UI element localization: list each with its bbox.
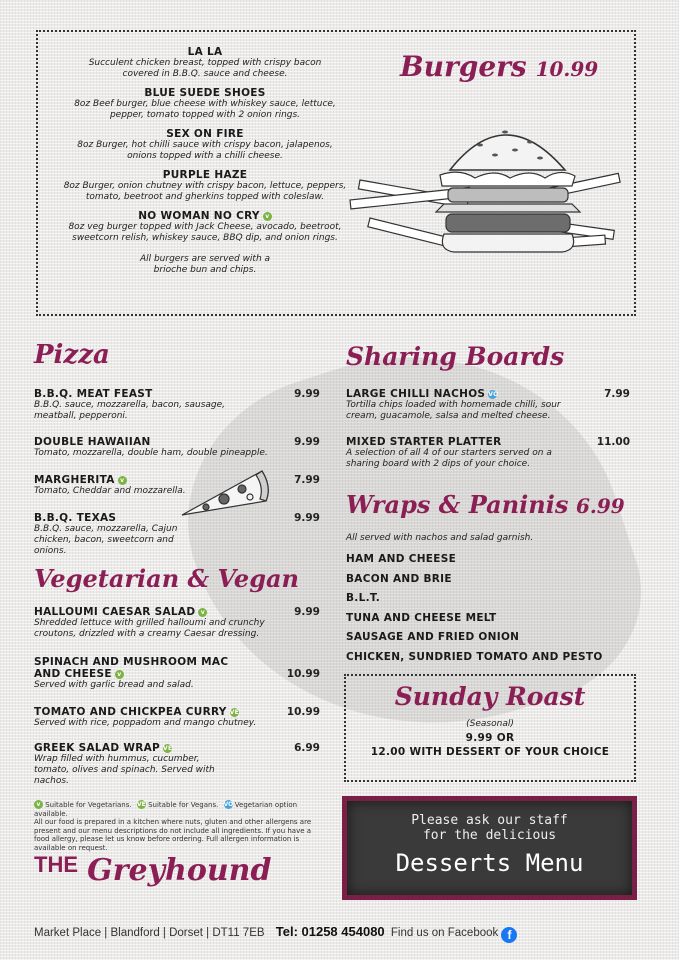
facebook-icon[interactable]: f [501, 927, 517, 943]
pizza-price: 9.99 [294, 512, 320, 524]
wrap-item: TUNA AND CHEESE MELT [346, 611, 497, 624]
vegetarian-name-row [34, 706, 320, 718]
burger-name: SEX ON FIRE [166, 128, 244, 140]
vegan-icon: VE [136, 801, 146, 808]
burger-item [50, 128, 360, 162]
burger-item [50, 169, 360, 203]
vegetarian-name: TOMATO AND CHICKPEA CURRY [34, 706, 227, 718]
wraps-price: 6.99 [575, 494, 625, 518]
pizza-item [34, 388, 320, 422]
burger-item [50, 210, 360, 244]
wrap-item: B.L.T. [346, 592, 381, 604]
burgers-price: 10.99 [535, 57, 599, 81]
allergen-legend [34, 800, 326, 853]
pizza-item [34, 436, 320, 459]
desserts-board [342, 796, 637, 900]
burger-name: BLUE SUEDE SHOES [144, 87, 266, 99]
pizza-price: 9.99 [294, 436, 320, 448]
vegetarian-option-icon: VO [223, 801, 234, 808]
pizza-desc: B.B.Q. sauce, mozzarella, Cajun chicken, bacon, sweetcorn and onions. [34, 524, 178, 556]
burgers-title [400, 50, 598, 83]
footer-tel: Tel: 01258 454080 [275, 924, 385, 939]
roast-section [344, 682, 636, 758]
roast-price: 9.99 OR [465, 732, 515, 744]
wrap-item: HAM AND CHEESE [346, 553, 457, 565]
wraps-title-text: Wraps & Paninis [346, 490, 569, 519]
pizza-slice-illustration [176, 465, 276, 525]
legend-vego: Vegetarian option available. [34, 801, 298, 818]
sharing-title: Sharing Boards [346, 342, 565, 371]
vegetarian-item [34, 606, 320, 640]
pizza-title: Pizza [34, 340, 110, 370]
burgers-list [50, 46, 360, 276]
wraps-list [346, 553, 636, 663]
brand-name: Greyhound [87, 853, 272, 888]
vegetarian-desc: Served with garlic bread and salad. [34, 680, 194, 690]
sharing-desc: A selection of all 4 of our starters served on a sharing board with 2 dips of your choice. [346, 448, 552, 469]
burger-name: PURPLE HAZE [162, 169, 248, 181]
burgers-note: All burgers are served with a brioche bun and chips. [139, 254, 271, 275]
vegetarian-icon: v [198, 608, 207, 617]
footer [34, 924, 644, 943]
burger-name: NO WOMAN NO CRY [138, 210, 260, 222]
vegetarian-price: 10.99 [286, 706, 320, 718]
footer-address: Market Place | Blandford | Dorset | DT11 7EB [34, 927, 265, 939]
sharing-item [346, 436, 630, 470]
legend-row [34, 800, 326, 818]
vegetarian-item [34, 742, 320, 787]
burger-desc: 8oz Burger, hot chilli sauce with crispy bacon, jalapenos, onions topped with a chilli cheese. [77, 140, 333, 161]
sharing-name: MIXED STARTER PLATTER [346, 436, 502, 448]
legend-vegan: Suitable for Vegans. [148, 801, 219, 809]
pizza-name: DOUBLE HAWAIIAN [34, 436, 151, 448]
vegetarian-name: SPINACH AND MUSHROOM MAC AND CHEESE [34, 656, 229, 680]
burger-illustration [340, 100, 630, 270]
vegetarian-option-icon: VO [488, 391, 499, 398]
vegetarian-name-row [34, 742, 320, 754]
burger-desc: 8oz veg burger topped with Jack Cheese, avocado, beetroot, sweetcorn relish, whiskey sauce, BBQ dip, and onion rings. [68, 222, 342, 243]
wraps-note: All served with nachos and salad garnish. [346, 533, 534, 543]
vegetarian-title: Vegetarian & Vegan [34, 564, 299, 593]
vegetarian-price: 6.99 [294, 742, 320, 754]
vegetarian-name-row [34, 606, 320, 618]
vegetarian-icon: v [34, 800, 43, 809]
vegetarian-icon: v [263, 212, 272, 221]
vegetarian-desc: Shredded lettuce with grilled halloumi and crunchy croutons, drizzled with a creamy Caesar dressing. [34, 618, 265, 639]
desserts-line: Please ask our staff [411, 813, 568, 828]
sharing-name-row [346, 388, 630, 400]
pizza-price: 9.99 [294, 388, 320, 400]
burgers-title-text: Burgers [400, 50, 527, 83]
desserts-line: for the delicious [422, 828, 557, 843]
wraps-title [346, 490, 625, 519]
burger-item [50, 46, 360, 80]
roast-title: Sunday Roast [394, 682, 586, 711]
brand-the: THE [34, 852, 78, 877]
pizza-name: B.B.Q. TEXAS [34, 512, 117, 524]
burger-item [50, 87, 360, 121]
legend-veg: Suitable for Vegetarians. [45, 801, 132, 809]
pizza-desc: B.B.Q. sauce, mozzarella, bacon, sausage, meatball, pepperoni. [34, 400, 226, 421]
roast-price-dessert: 12.00 WITH DESSERT OF YOUR CHOICE [370, 746, 610, 758]
burger-name: LA LA [187, 46, 223, 58]
pizza-desc: Tomato, Cheddar and mozzarella. [34, 486, 186, 496]
vegetarian-name: HALLOUMI CAESAR SALAD [34, 606, 196, 618]
sharing-price: 7.99 [604, 388, 630, 400]
vegan-icon: VE [163, 745, 173, 752]
vegetarian-desc: Served with rice, poppadom and mango chutney. [34, 718, 257, 728]
allergy-note: All our food is prepared in a kitchen where nuts, gluten and other allergens are present and our menu descriptions do not include all ingredients. If you have a food allergy, please let us know before ordering. Full allergen information is available on request. [34, 818, 312, 852]
vegetarian-price: 9.99 [294, 606, 320, 618]
vegan-icon: VE [229, 709, 240, 716]
burger-desc: 8oz Burger, onion chutney with crispy bacon, lettuce, peppers, tomato, beetroot and gherkins topped with coleslaw. [63, 181, 347, 202]
wrap-item: CHICKEN, SUNDRIED TOMATO AND PESTO [346, 650, 603, 663]
roast-seasonal: (Seasonal) [466, 719, 514, 729]
vegetarian-name: GREEK SALAD WRAP [34, 742, 161, 754]
brand-logo [34, 852, 271, 888]
burger-name-row [50, 210, 360, 222]
pizza-price: 7.99 [294, 474, 320, 486]
sharing-desc: Tortilla chips loaded with homemade chilli, sour cream, guacamole, salsa and melted cheese. [346, 400, 561, 421]
sharing-price: 11.00 [596, 436, 630, 448]
pizza-name: B.B.Q. MEAT FEAST [34, 388, 153, 400]
burger-desc: 8oz Beef burger, blue cheese with whiskey sauce, lettuce, pepper, tomato topped with 2 onion rings. [74, 99, 336, 120]
sharing-item [346, 388, 630, 422]
sharing-name: LARGE CHILLI NACHOS [346, 388, 486, 400]
vegetarian-icon: v [118, 476, 127, 485]
vegetarian-icon: v [115, 670, 124, 679]
pizza-desc: Tomato, mozzarella, double ham, double pineapple. [34, 448, 268, 458]
vegetarian-item [34, 656, 320, 691]
vegetarian-desc: Wrap filled with hummus, cucumber, tomato, olives and spinach. Served with nachos. [34, 754, 215, 786]
footer-facebook[interactable]: Find us on Facebook [390, 927, 499, 939]
desserts-heading: Desserts Menu [395, 849, 584, 877]
wrap-item: SAUSAGE AND FRIED ONION [346, 631, 520, 643]
vegetarian-item [34, 706, 320, 729]
pizza-name: MARGHERITA [34, 474, 115, 486]
wrap-item: BACON AND BRIE [346, 572, 452, 585]
vegetarian-price: 10.99 [286, 668, 320, 680]
burger-desc: Succulent chicken breast, topped with crispy bacon covered in B.B.Q. sauce and cheese. [88, 58, 322, 79]
vegetarian-name-row [34, 656, 234, 680]
